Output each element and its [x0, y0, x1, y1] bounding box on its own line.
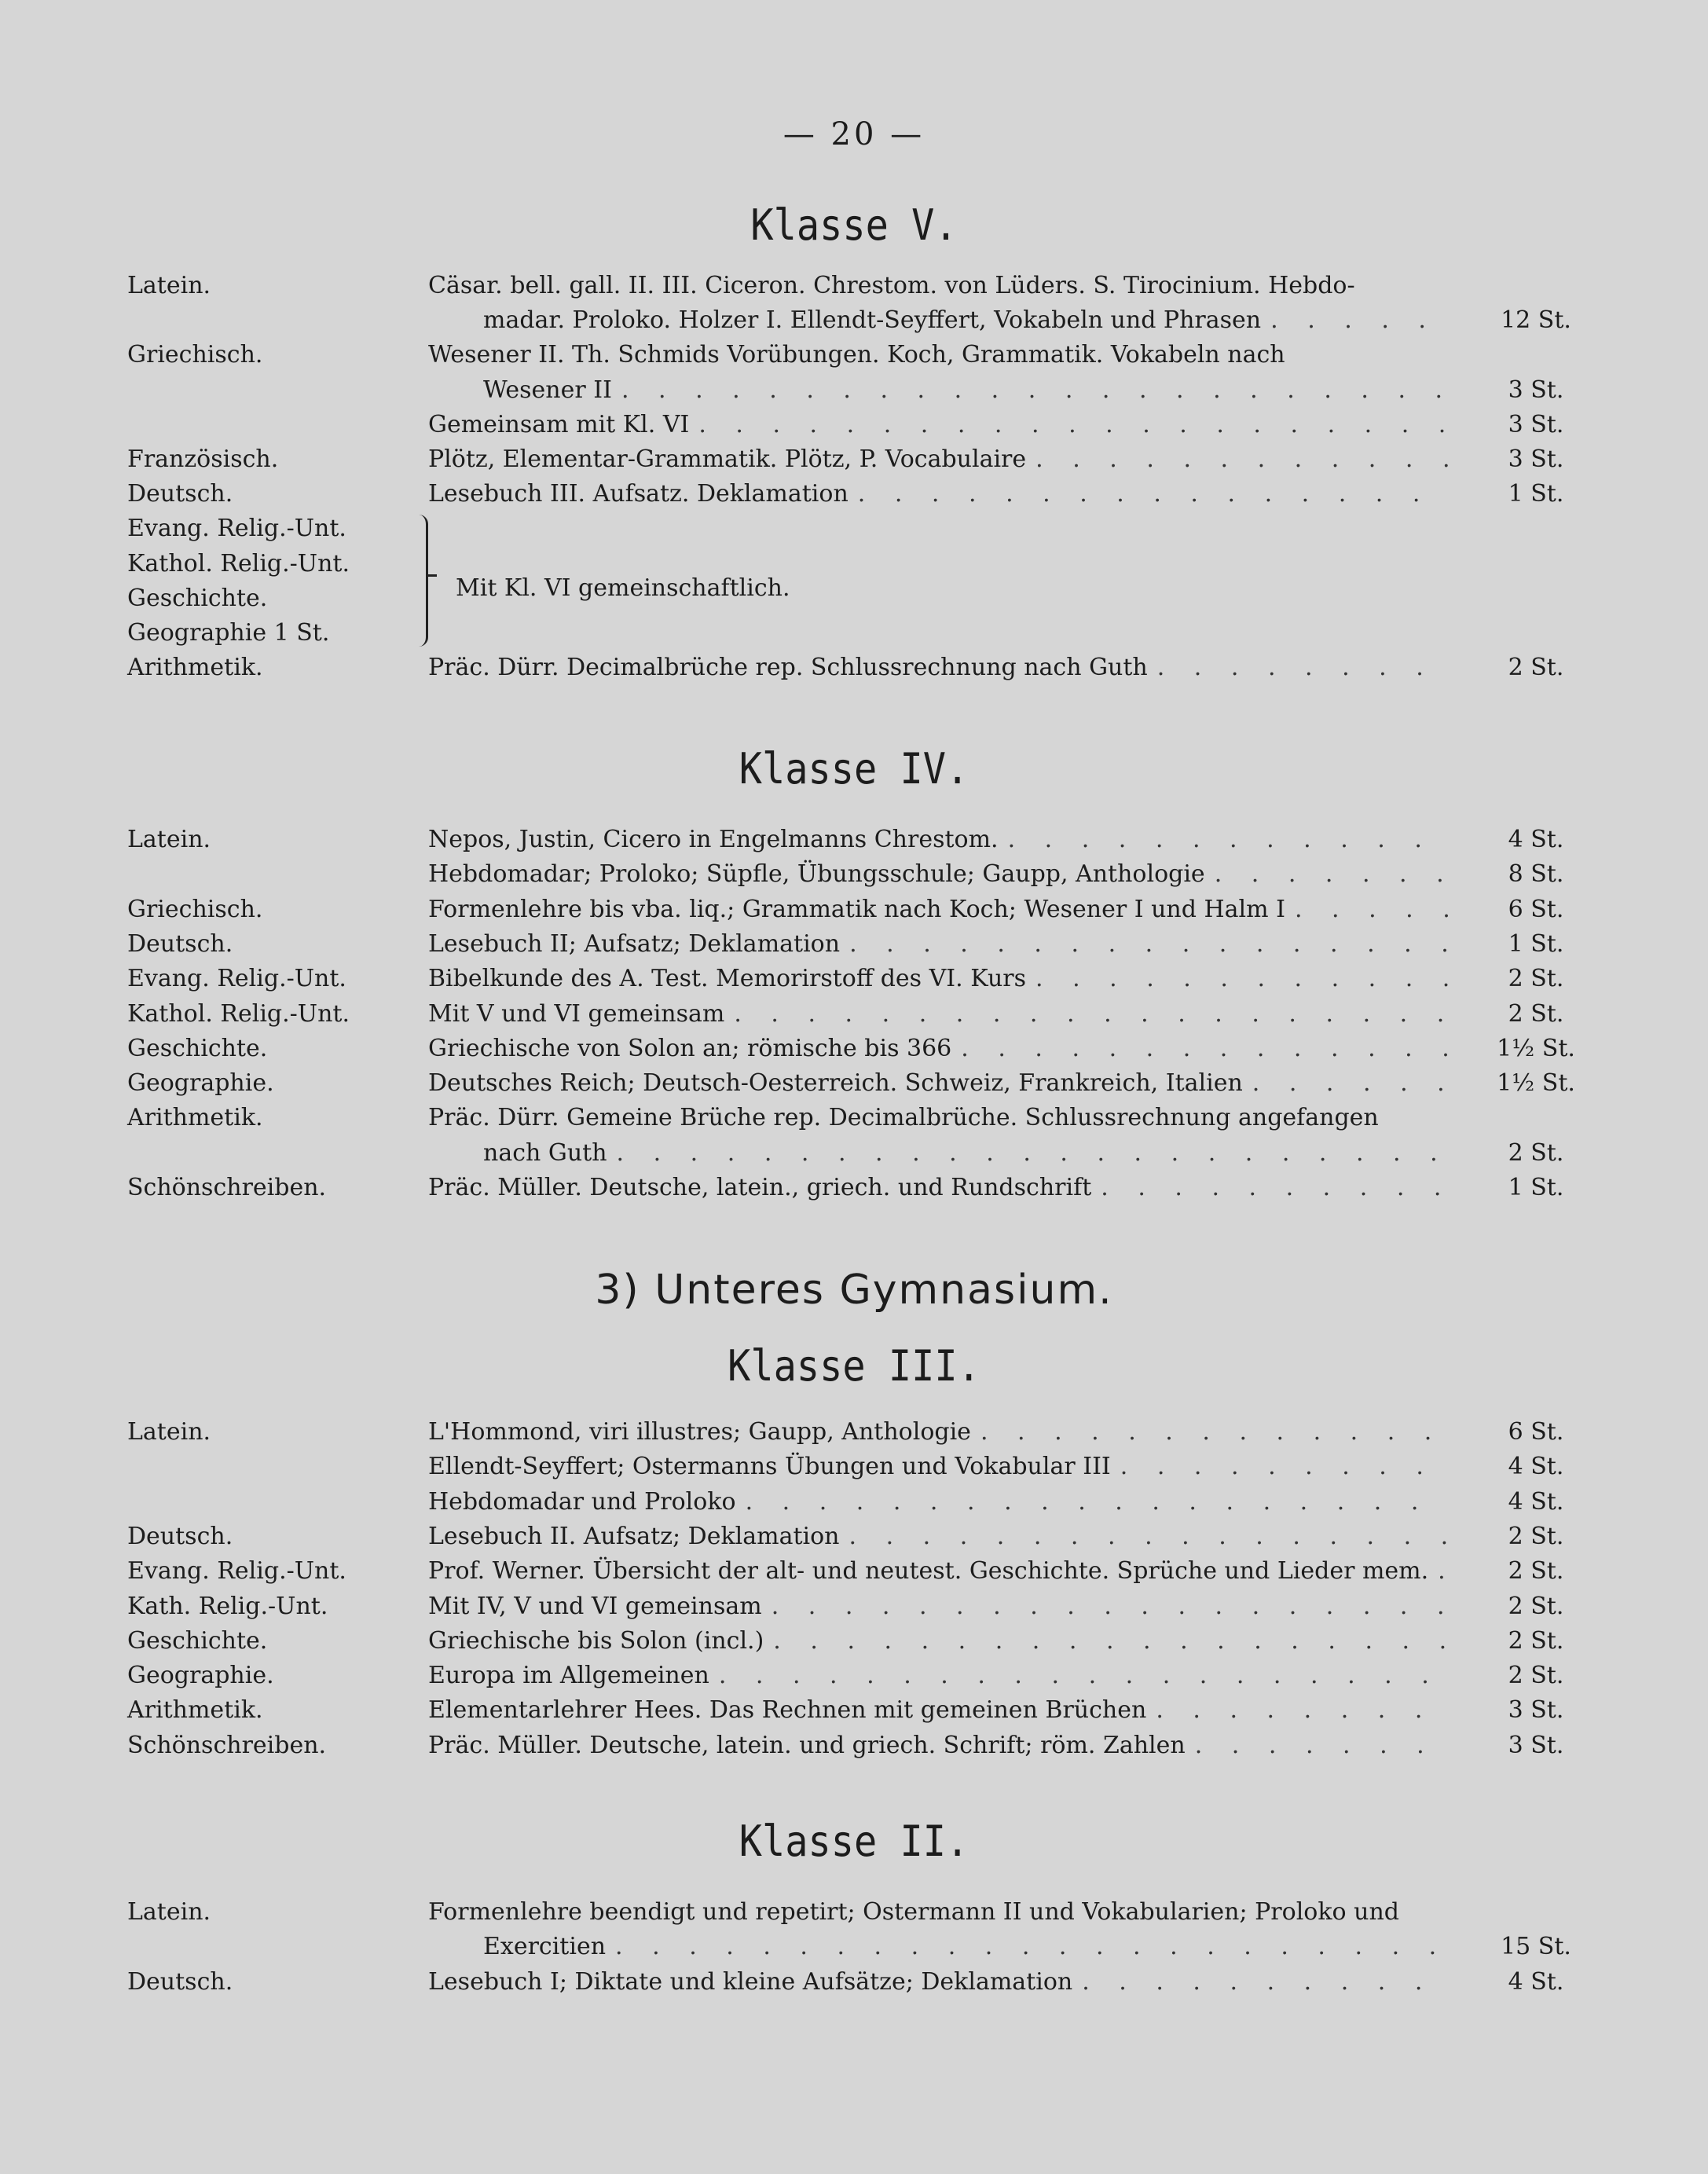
dot-leader [773, 1624, 1450, 1659]
dot-leader [1295, 893, 1450, 927]
hours-value: 3 St. [1508, 376, 1564, 404]
subject-label: Geschichte. [127, 1626, 268, 1655]
hours-value: 1½ St. [1497, 1034, 1575, 1062]
hours-value: 2 St. [1508, 965, 1564, 993]
description-text: Präc. Müller. Deutsche, latein., griech. und Rundschrift [428, 1174, 1092, 1201]
course-description [428, 408, 1450, 442]
subject-label: Latein. [127, 1418, 211, 1446]
table-row [0, 1554, 1708, 1589]
description-text: Formenlehre bis vba. liq.; Grammatik nach Koch; Wesener I und Halm I [428, 895, 1285, 923]
description-text: madar. Proloko. Holzer I. Ellendt-Seyffert, Vokabeln und Phrasen [483, 306, 1262, 335]
description-text: Mit IV, V und VI gemeinsam [428, 1592, 762, 1620]
subject-label: Kathol. Relig.-Unt. [127, 999, 350, 1028]
subject-label: Geographie. [127, 1662, 274, 1690]
description-text: Lesebuch III. Aufsatz. Deklamation [428, 480, 849, 508]
subject-label: Deutsch. [127, 929, 233, 958]
dot-leader [849, 1520, 1450, 1554]
table-row [0, 651, 1708, 685]
table-row [0, 1485, 1708, 1520]
subject-label: Französisch. [127, 445, 279, 473]
table-row [0, 1032, 1708, 1066]
dot-leader [719, 1659, 1450, 1693]
table-row [0, 1101, 1708, 1135]
subject-label: Deutsch. [127, 1522, 233, 1550]
course-description [483, 1136, 1450, 1171]
table-row [0, 1136, 1708, 1171]
table-row [0, 893, 1708, 927]
dot-leader [858, 477, 1450, 511]
course-description [428, 1032, 1450, 1066]
table-row [0, 1624, 1708, 1659]
course-description [428, 1624, 1450, 1659]
course-description [428, 823, 1450, 857]
hours-value: 1½ St. [1497, 1069, 1575, 1098]
table-row [0, 269, 1708, 303]
course-description [428, 1693, 1450, 1728]
dot-leader [1252, 1066, 1450, 1101]
subject-label: Arithmetik. [127, 1696, 263, 1725]
description-text: Präc. Müller. Deutsche, latein. und griech. Schrift; röm. Zahlen [428, 1731, 1186, 1759]
description-text: Formenlehre beendigt und repetirt; Ostermann II und Vokabularien; Proloko und [428, 1898, 1399, 1926]
course-description [428, 1520, 1450, 1554]
course-description [428, 893, 1450, 927]
page-number: — 20 — [783, 116, 925, 152]
subject-label: Schönschreiben. [127, 1731, 327, 1759]
hours-value: 3 St. [1508, 410, 1564, 438]
hours-value: 2 St. [1508, 1626, 1564, 1655]
hours-value: 2 St. [1508, 1592, 1564, 1620]
course-description [428, 1415, 1450, 1450]
dot-leader [617, 1136, 1450, 1171]
hours-value: 1 St. [1508, 480, 1564, 508]
dot-leader [961, 1032, 1450, 1066]
course-description [428, 1965, 1450, 2000]
description-text: Deutsches Reich; Deutsch-Oesterreich. Schweiz, Frankreich, Italien [428, 1069, 1243, 1098]
dot-leader [772, 1589, 1450, 1624]
description-text: L'Hommond, viri illustres; Gaupp, Anthologie [428, 1418, 971, 1446]
course-description [428, 1554, 1450, 1589]
course-description [483, 1930, 1450, 1964]
subject-label: Evang. Relig.-Unt. [127, 515, 346, 543]
description-text: Lesebuch I; Diktate und kleine Aufsätze; Deklamation [428, 1967, 1073, 1996]
dot-leader [1035, 962, 1450, 996]
table-row [0, 962, 1708, 996]
description-text: Griechische bis Solon (incl.) [428, 1626, 764, 1655]
table-row [0, 1895, 1708, 1930]
course-description [428, 927, 1450, 962]
table-row [0, 581, 1708, 616]
description-text: Mit V und VI gemeinsam [428, 999, 725, 1028]
description-text: Plötz, Elementar-Grammatik. Plötz, P. Vocabulaire [428, 445, 1027, 473]
subject-label: Geographie. [127, 1069, 274, 1098]
subject-label: Evang. Relig.-Unt. [127, 965, 346, 993]
heading-klasse-v: Klasse V. [750, 200, 958, 250]
course-description [428, 1589, 1450, 1624]
description-text: Nepos, Justin, Cicero in Engelmanns Chrestom. [428, 826, 999, 853]
description-text: Exercitien [483, 1933, 607, 1961]
subject-label: Evang. Relig.-Unt. [127, 1557, 346, 1586]
hours-value: 6 St. [1508, 1418, 1564, 1446]
description-text: Präc. Dürr. Decimalbrüche rep. Schlussrechnung nach Guth [428, 654, 1148, 682]
course-description [428, 442, 1450, 477]
dot-leader [1101, 1171, 1450, 1205]
heading-unteres-gymnasium: 3) Unteres Gymnasium. [595, 1267, 1113, 1314]
course-description [428, 1895, 1450, 1930]
hours-value: 4 St. [1508, 826, 1564, 853]
table-row [0, 1589, 1708, 1624]
dot-leader [1157, 651, 1450, 685]
description-text: Hebdomadar; Proloko; Süpfle, Übungsschule; Gaupp, Anthologie [428, 860, 1205, 889]
table-row [0, 1729, 1708, 1763]
course-description [428, 1101, 1450, 1135]
dot-leader [615, 1930, 1450, 1964]
course-description [428, 477, 1450, 511]
description-text: Europa im Allgemeinen [428, 1662, 709, 1690]
dot-leader [1156, 1693, 1450, 1728]
course-description [428, 651, 1450, 685]
table-row [0, 338, 1708, 372]
course-description [483, 303, 1450, 338]
course-description [428, 1066, 1450, 1101]
dot-leader [1270, 303, 1450, 338]
subject-label: Geschichte. [127, 1034, 268, 1062]
hours-value: 3 St. [1508, 1731, 1564, 1759]
table-row [0, 1450, 1708, 1484]
description-text: Wesener II. Th. Schmids Vorübungen. Koch, Grammatik. Vokabeln nach [428, 341, 1285, 369]
course-description [428, 1485, 1450, 1520]
curly-brace-icon [415, 515, 428, 647]
description-text: Gemeinsam mit Kl. VI [428, 410, 690, 438]
dot-leader [746, 1485, 1450, 1520]
dot-leader [734, 997, 1450, 1032]
course-description [428, 1729, 1450, 1763]
table-row [0, 511, 1708, 546]
hours-value: 6 St. [1508, 895, 1564, 923]
description-text: Elementarlehrer Hees. Das Rechnen mit gemeinen Brüchen [428, 1696, 1147, 1725]
hours-value: 1 St. [1508, 929, 1564, 958]
hours-value: 15 St. [1501, 1933, 1571, 1961]
dot-leader [1215, 857, 1450, 892]
dot-leader [1438, 1554, 1450, 1589]
table-row [0, 1171, 1708, 1205]
description-text: Cäsar. bell. gall. II. III. Ciceron. Chrestom. von Lüders. S. Tirocinium. Hebdo- [428, 272, 1355, 299]
subject-label: Deutsch. [127, 480, 233, 508]
hours-value: 8 St. [1508, 860, 1564, 889]
table-row [0, 373, 1708, 408]
heading-klasse-iv: Klasse IV. [739, 744, 969, 794]
subject-label: Griechisch. [127, 341, 263, 369]
description-text: Griechische von Solon an; römische bis 366 [428, 1034, 952, 1062]
table-row [0, 997, 1708, 1032]
subject-label: Arithmetik. [127, 654, 263, 682]
description-text: Bibelkunde des A. Test. Memorirstoff des VI. Kurs [428, 965, 1027, 993]
subject-label: Latein. [127, 826, 211, 853]
hours-value: 2 St. [1508, 1557, 1564, 1586]
dot-leader [1120, 1450, 1450, 1484]
hours-value: 2 St. [1508, 1522, 1564, 1550]
dot-leader [1008, 823, 1450, 857]
description-text: nach Guth [483, 1138, 607, 1167]
subject-label: Latein. [127, 272, 211, 299]
dot-leader [621, 373, 1450, 408]
table-row [0, 477, 1708, 511]
table-row [0, 1520, 1708, 1554]
course-description [428, 1659, 1450, 1693]
brace-note: Mit Kl. VI gemeinschaftlich. [456, 574, 790, 602]
table-row [0, 442, 1708, 477]
dot-leader [1195, 1729, 1450, 1763]
dot-leader [980, 1415, 1450, 1450]
description-text: Lesebuch II; Aufsatz; Deklamation [428, 929, 841, 958]
table-row [0, 408, 1708, 442]
hours-value: 3 St. [1508, 1696, 1564, 1725]
hours-value: 4 St. [1508, 1453, 1564, 1481]
course-description [428, 1450, 1450, 1484]
subject-label: Deutsch. [127, 1967, 233, 1996]
hours-value: 1 St. [1508, 1174, 1564, 1201]
subject-label: Schönschreiben. [127, 1174, 327, 1201]
heading-klasse-iii: Klasse III. [728, 1341, 980, 1391]
dot-leader [1082, 1965, 1450, 2000]
table-row [0, 1659, 1708, 1693]
subject-label: Latein. [127, 1898, 211, 1926]
description-text: Wesener II [483, 376, 612, 404]
subject-label: Geographie 1 St. [127, 619, 330, 647]
course-description [428, 997, 1450, 1032]
table-row [0, 303, 1708, 338]
subject-label: Geschichte. [127, 584, 268, 612]
subject-label: Kathol. Relig.-Unt. [127, 549, 350, 577]
table-row [0, 1930, 1708, 1964]
hours-value: 2 St. [1508, 1662, 1564, 1690]
hours-value: 2 St. [1508, 1138, 1564, 1167]
course-description [428, 1171, 1450, 1205]
table-row [0, 927, 1708, 962]
hours-value: 4 St. [1508, 1487, 1564, 1516]
subject-label: Kath. Relig.-Unt. [127, 1592, 328, 1620]
course-description [428, 269, 1450, 303]
dot-leader [849, 927, 1450, 962]
hours-value: 4 St. [1508, 1967, 1564, 1996]
table-row [0, 1965, 1708, 2000]
subject-label: Griechisch. [127, 895, 263, 923]
table-row [0, 1415, 1708, 1450]
description-text: Ellendt-Seyffert; Ostermanns Übungen und Vokabular III [428, 1453, 1111, 1481]
course-description [428, 338, 1450, 372]
dot-leader [698, 408, 1450, 442]
description-text: Prof. Werner. Übersicht der alt- und neutest. Geschichte. Sprüche und Lieder mem. [428, 1557, 1429, 1586]
hours-value: 3 St. [1508, 445, 1564, 473]
course-description [483, 373, 1450, 408]
table-row [0, 616, 1708, 651]
course-description [428, 857, 1450, 892]
description-text: Lesebuch II. Aufsatz; Deklamation [428, 1522, 840, 1550]
table-row [0, 857, 1708, 892]
subject-label: Arithmetik. [127, 1104, 263, 1132]
table-row [0, 1066, 1708, 1101]
table-row [0, 547, 1708, 581]
hours-value: 2 St. [1508, 654, 1564, 682]
description-text: Hebdomadar und Proloko [428, 1487, 736, 1516]
course-description [428, 962, 1450, 996]
table-row [0, 823, 1708, 857]
table-row [0, 1693, 1708, 1728]
description-text: Präc. Dürr. Gemeine Brüche rep. Decimalbrüche. Schlussrechnung angefangen [428, 1104, 1379, 1132]
heading-klasse-ii: Klasse II. [739, 1817, 969, 1866]
hours-value: 12 St. [1501, 306, 1571, 335]
hours-value: 2 St. [1508, 999, 1564, 1028]
dot-leader [1035, 442, 1450, 477]
